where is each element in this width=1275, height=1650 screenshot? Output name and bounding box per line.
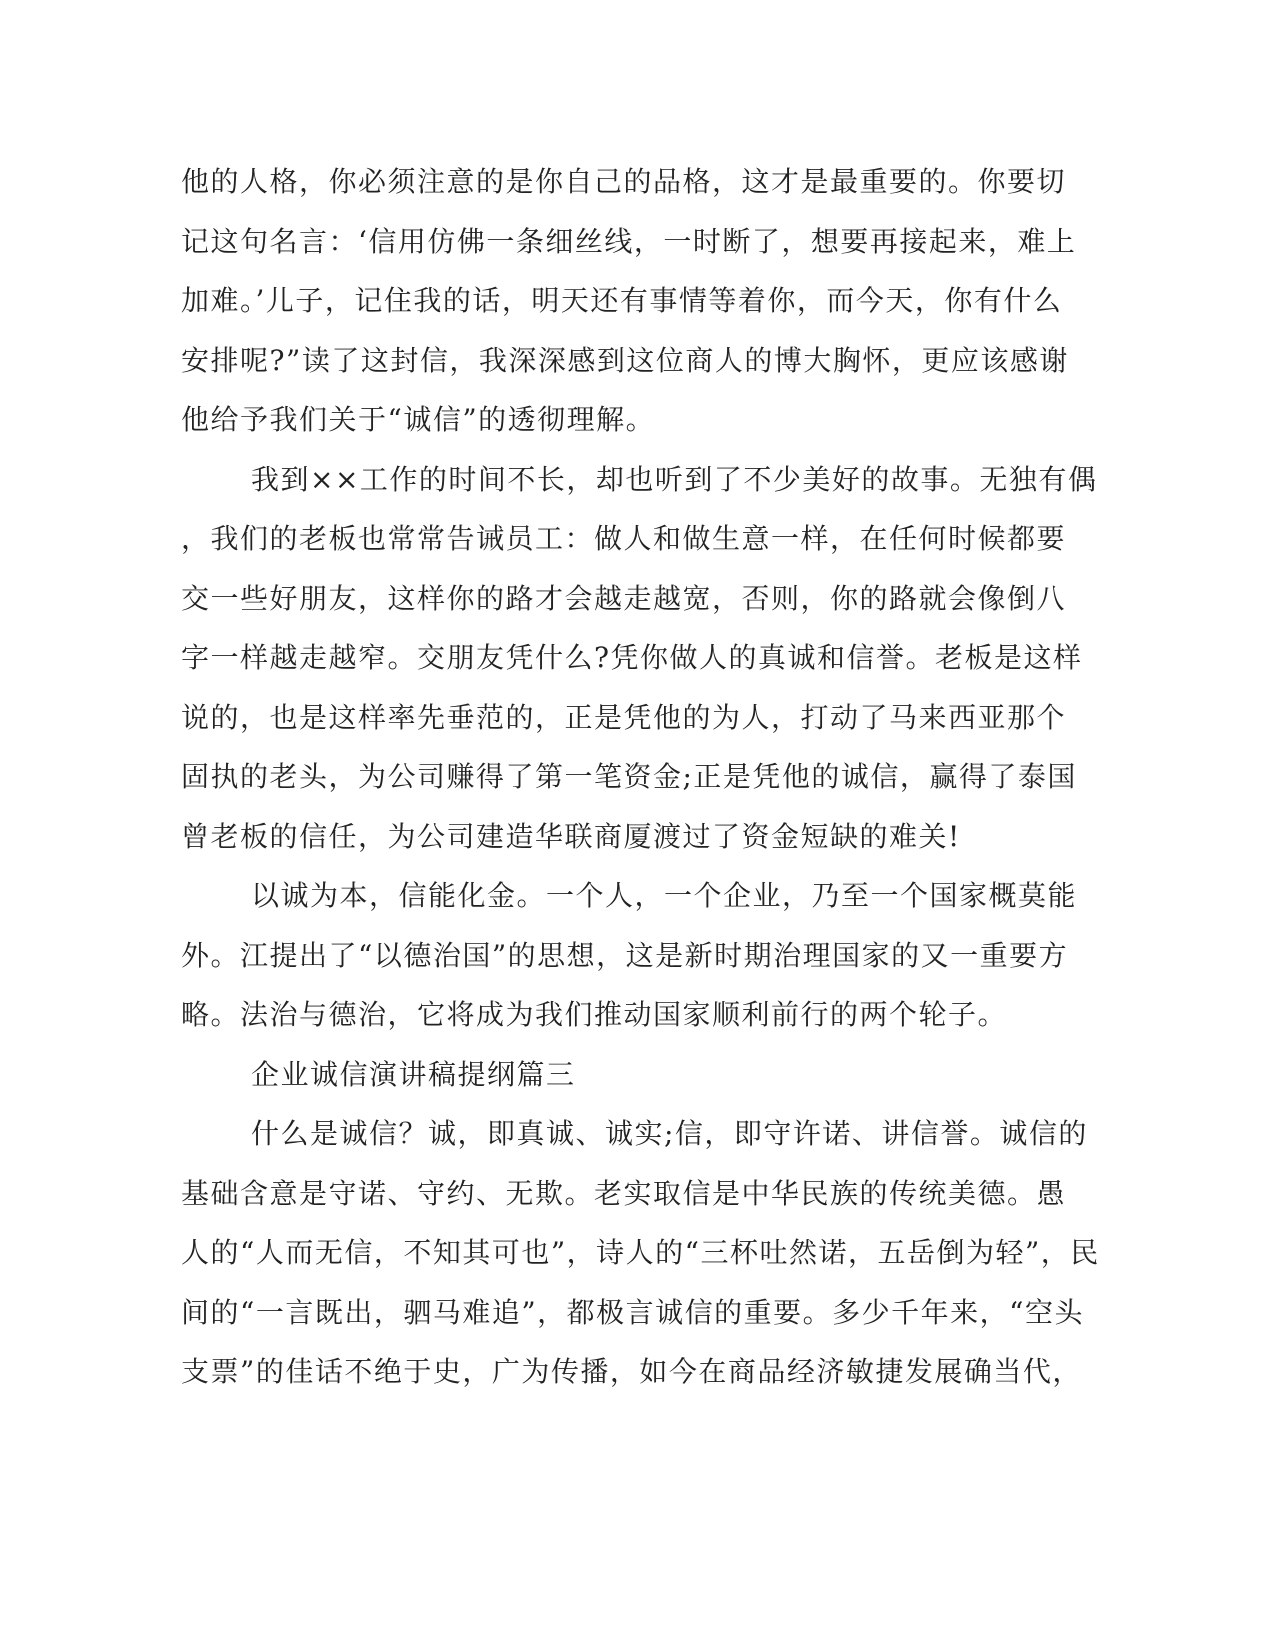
text-line: 安排呢?”读了这封信，我深深感到这位商人的博大胸怀，更应该感谢 [181, 343, 1069, 377]
text-line: 外。江提出了“以德治国”的思想，这是新时期治理国家的又一重要方 [181, 938, 1069, 972]
text-line: 交一些好朋友，这样你的路才会越走越宽，否则，你的路就会像倒八 [181, 581, 1067, 615]
text-line: 支票”的佳话不绝于史，广为传播，如今在商品经济敏捷发展确当代， [181, 1355, 1082, 1388]
text-line: 我到××工作的时间不长，却也听到了不少美好的故事。无独有偶 [251, 462, 1098, 496]
paragraph [181, 450, 1098, 867]
text-line: 基础含意是守诺、守约、无欺。老实取信是中华民族的传统美德。愚 [181, 1176, 1067, 1210]
text-line: 人的“人而无信，不知其可也”，诗人的“三杯吐然诺，五岳倒为轻”，民 [181, 1236, 1100, 1269]
text-line: 以诚为本，信能化金。一个人，一个企业，乃至一个国家概莫能 [251, 879, 1078, 912]
body-text [181, 152, 1100, 1402]
text-line: ，我们的老板也常常告诫员工：做人和做生意一样，在任何时候都要 [181, 522, 1067, 555]
text-line: 说的，也是这样率先垂范的，正是凭他的为人，打动了马来西亚那个 [181, 700, 1067, 734]
section-heading [181, 1045, 1061, 1105]
text-line: 曾老板的信任，为公司建造华联商厦渡过了资金短缺的难关! [181, 819, 961, 853]
text-line: 字一样越走越窄。交朋友凭什么?凭你做人的真诚和信誉。老板是这样 [181, 641, 1083, 674]
text-line: 记这句名言：‘信用仿佛一条细丝线，一时断了，想要再接起来，难上 [181, 224, 1077, 258]
paragraph [181, 866, 1078, 1045]
text-line: 什么是诚信？诚，即真诚、诚实;信，即守许诺、讲信誉。诚信的 [251, 1117, 1088, 1150]
text-line: 加难。’儿子，记住我的话，明天还有事情等着你，而今天，你有什么 [181, 284, 1063, 317]
paragraph [181, 1104, 1100, 1402]
text-line: 他的人格，你必须注意的是你自己的品格，这才是最重要的。你要切 [181, 165, 1067, 198]
paragraph [181, 152, 1077, 450]
text-line: 间的“一言既出，驷马难追”，都极言诚信的重要。多少千年来，“空头 [181, 1295, 1084, 1329]
text-line: 他给予我们关于“诚信”的透彻理解。 [181, 403, 656, 436]
text-line: 固执的老头，为公司赚得了第一笔资金;正是凭他的诚信，赢得了泰国 [181, 760, 1077, 793]
text-line: 略。法治与德治，它将成为我们推动国家顺利前行的两个轮子。 [181, 998, 1008, 1031]
heading-line: 企业诚信演讲稿提纲篇三 [251, 1057, 576, 1091]
